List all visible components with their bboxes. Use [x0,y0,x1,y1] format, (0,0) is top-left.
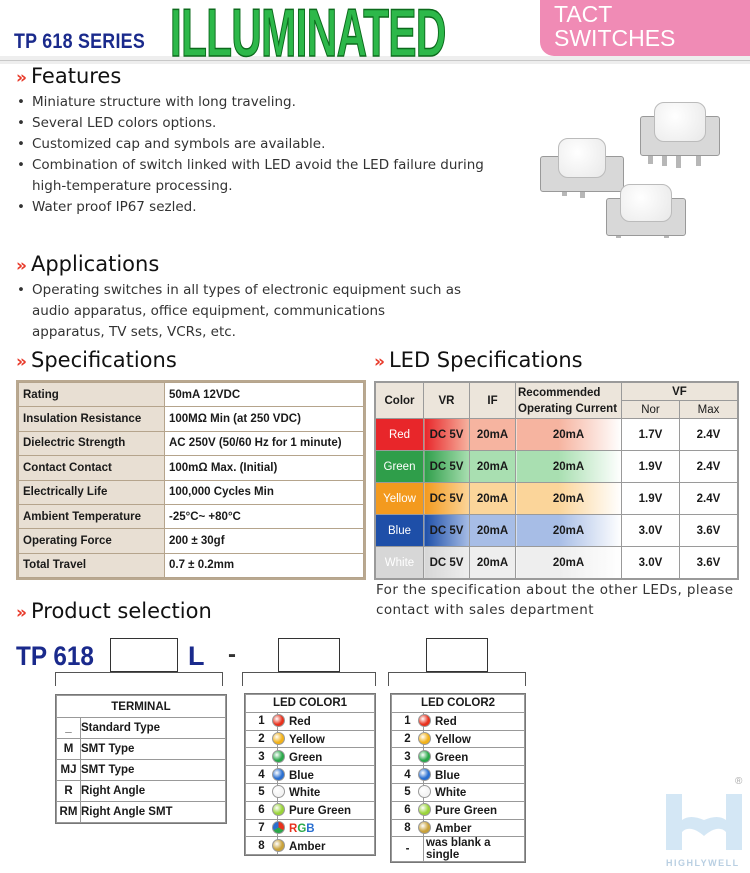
table-row: Insulation Resistance 100MΩ Min (at 250 VDC) [19,407,364,431]
code-separator: - [228,641,236,668]
table-header-row: Nor Max [376,401,738,419]
list-item-continuation: audio apparatus, office equipment, communications [32,303,386,319]
led-color1-code-box [278,638,340,672]
chevron-right-icon: » [16,352,27,372]
product-selection-heading: » Product selection [16,599,212,623]
table-row: M SMT Type [57,739,226,760]
led-dot-icon [418,821,431,834]
led-color2-code-box [426,638,488,672]
list-item-continuation: apparatus, TV sets, VCRs, etc. [32,324,236,340]
led-dot-icon [418,803,431,816]
led-dot-icon [272,714,285,727]
table-row: 1 Red [392,712,525,730]
table-row: 6 Pure Green [392,801,525,819]
table-header-row: LED COLOR2 [392,695,525,713]
terminal-code-box [110,638,178,672]
table-row: Rating 50mA 12VDC [19,383,364,407]
color1-connector [242,672,376,686]
list-item: • Operating switches in all types of electronic equipment such as [16,280,486,301]
led-note: For the specification about the other LEDs, please contact with sales department [376,582,734,618]
table-row: Yellow DC 5V 20mA 20mA 1.9V 2.4V [376,483,738,515]
logo-mark-icon [660,780,748,868]
table-header-row: LED COLOR1 [246,695,375,713]
registered-mark: ® [735,776,743,787]
led-dot-icon [272,785,285,798]
chevron-right-icon: » [16,68,27,88]
table-row: 8 Amber [246,837,375,855]
table-row: Electrically Life 100,000 Cycles Min [19,480,364,504]
led-specifications-heading: » LED Specifications [374,348,583,372]
table-row: Total Travel 0.7 ± 0.2mm [19,553,364,577]
table-row: 2 Yellow [246,730,375,748]
led-color2-table [390,693,526,863]
table-row: RM Right Angle SMT [57,802,226,823]
list-item: • Several LED colors options. [16,113,486,134]
table-row: 4 Blue [392,766,525,784]
table-header-row: TERMINAL [57,696,226,718]
chevron-right-icon: » [374,352,385,372]
led-dot-icon [272,839,285,852]
led-dot-icon [418,714,431,727]
terminal-connector [55,672,223,686]
table-row: 4 Blue [246,766,375,784]
list-item: • Customized cap and symbols are available. [16,134,486,155]
specifications-heading: » Specifications [16,348,177,372]
led-letter: L [188,641,205,671]
led-dot-icon [272,768,285,781]
led-dot-icon [418,768,431,781]
terminal-table [55,694,227,824]
table-row: MJ SMT Type [57,760,226,781]
table-row: 7 RGB [246,819,375,837]
series-title: TP 618 SERIES [14,30,145,53]
table-row: 1 Red [246,712,375,730]
features-heading: » Features [16,64,122,88]
table-row: 2 Yellow [392,730,525,748]
list-item: • Water proof IP67 sezled. [16,197,486,218]
table-row: Contact Contact 100mΩ Max. (Initial) [19,456,364,480]
led-dot-icon [418,785,431,798]
table-row: 5 White [246,783,375,801]
led-dot-icon [272,821,285,834]
table-row: Blue DC 5V 20mA 20mA 3.0V 3.6V [376,515,738,547]
table-row: Operating Force 200 ± 30gf [19,529,364,553]
led-dot-icon [272,732,285,745]
applications-list [16,280,486,343]
led-dot-icon [418,732,431,745]
specifications-table [16,380,366,580]
product-photo [540,100,740,250]
list-item: • Miniature structure with long traveling. [16,92,486,113]
table-row: 3 Green [392,748,525,766]
table-row: 6 Pure Green [246,801,375,819]
badge-line-1: TACT [554,1,613,27]
list-item-continuation: high-temperature processing. [32,178,233,194]
color2-connector [388,672,526,686]
page-title: ILLUMINATED [170,0,446,71]
led-dot-icon [272,750,285,763]
table-row: 3 Green [246,748,375,766]
chevron-right-icon: » [16,603,27,623]
led-dot-icon [418,750,431,763]
table-row: R Right Angle [57,781,226,802]
applications-heading: » Applications [16,252,160,276]
table-row: 8 Amber [392,819,525,837]
table-row: Dielectric Strength AC 250V (50/60 Hz for 1 minute) [19,431,364,455]
led-dot-icon [272,803,285,816]
badge-line-2: SWITCHES [554,25,676,51]
features-list [16,92,486,218]
rgb-label: RGB [289,822,315,835]
chevron-right-icon: » [16,256,27,276]
table-row: Green DC 5V 20mA 20mA 1.9V 2.4V [376,451,738,483]
table-row: White DC 5V 20mA 20mA 3.0V 3.6V [376,547,738,579]
table-row: 5 White [392,783,525,801]
led-specifications-table [374,381,739,580]
table-header-row: Color VR IF Recommended Operating Current VF [376,383,738,401]
table-row: - was blank a single [392,837,525,862]
table-row: Red DC 5V 20mA 20mA 1.7V 2.4V [376,419,738,451]
list-item: • Combination of switch linked with LED avoid the LED failure during [16,155,486,176]
logo-text: HIGHLYWELL [666,858,740,868]
table-row: _ Standard Type [57,718,226,739]
table-row: Ambient Temperature -25°C~ +80°C [19,504,364,528]
category-badge-text [554,2,675,50]
part-code: TP 618 [16,641,94,671]
led-color1-table [244,693,376,856]
